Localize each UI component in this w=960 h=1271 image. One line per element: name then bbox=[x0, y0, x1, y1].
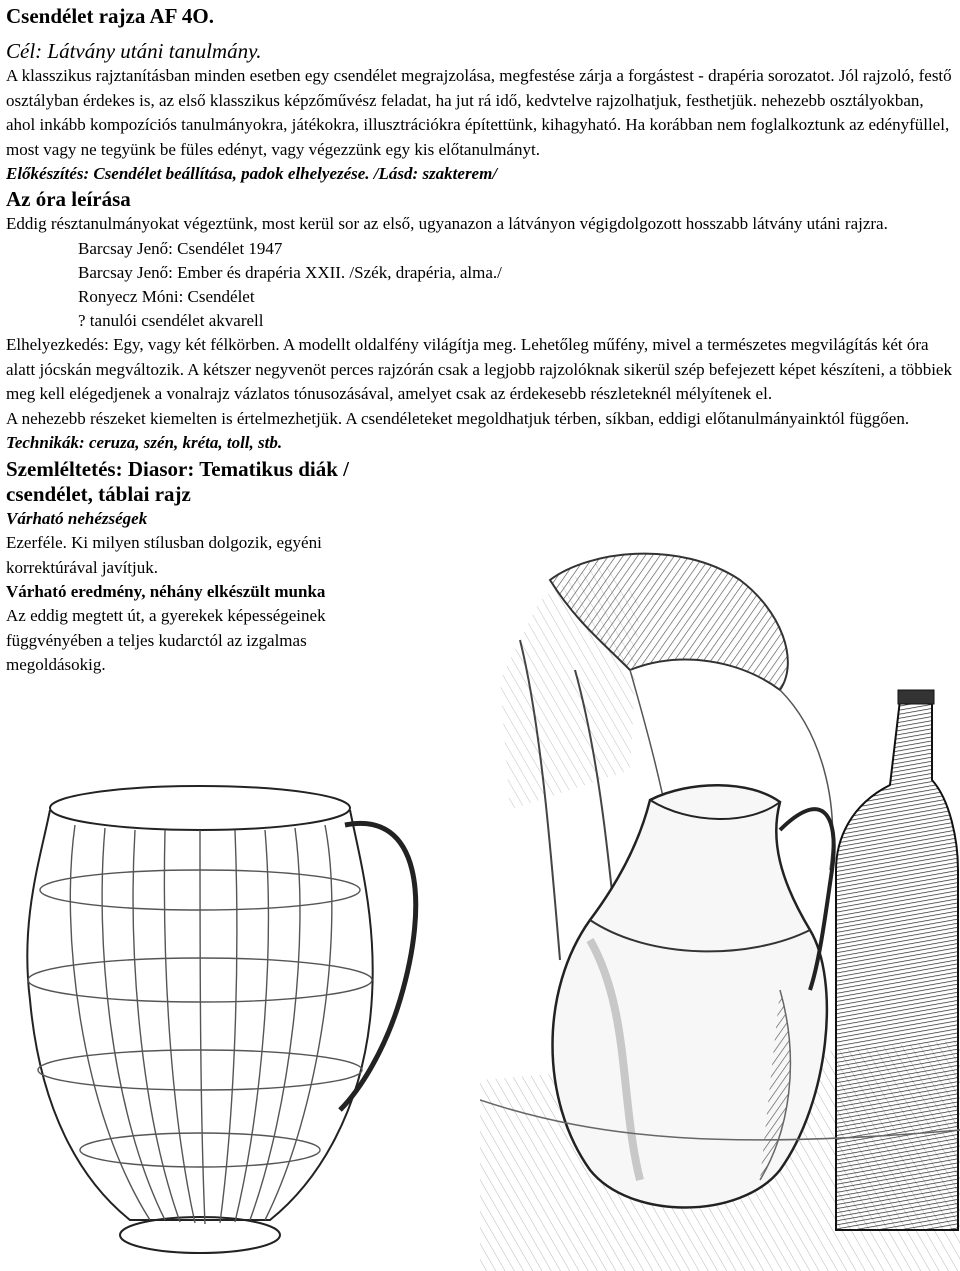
still-life-drawing bbox=[480, 540, 960, 1271]
reference-item: Barcsay Jenő: Ember és drapéria XXII. /Szék, drapéria, alma./ bbox=[78, 262, 502, 282]
illustration-heading: Szemléltetés: Diasor: Tematikus diák / csendélet, táblai rajz bbox=[6, 457, 349, 507]
preparation-line: Előkészítés: Csendélet beállítása, padok elhelyezése. /Lásd: szakterem/ bbox=[6, 164, 498, 184]
goal-line: Cél: Látvány utáni tanulmány. bbox=[6, 39, 262, 63]
pitcher-drawing bbox=[0, 780, 440, 1271]
results-paragraph: Az eddig megtett út, a gyerekek képességeinek függvényében a teljes kudarctól az izgalmas megoldásokig. bbox=[6, 606, 326, 675]
lesson-heading: Az óra leírása bbox=[6, 187, 131, 212]
intro-paragraph: A klasszikus rajztanításban minden esetben egy csendélet megrajzolása, megfestése zárja a forgástest - drapéria sorozatot. Jól rajzoló, festő osztályban érdekes is, az első klasszikus képzőművész feladat, ha jut rá idő, kedvtelve rajzolhatjuk, festhetjük. nehezebb osztályokban, ahol inkább kompozíciós tanulmányokra, játékokra, illusztrációkra építettünk, kihagyható. Ha korábban nem foglalkoztunk az edényfüllel, most vagy ne tegyünk be füles edényt, vagy végezzünk egy kis előtanulmányt. bbox=[6, 66, 952, 159]
arrangement-paragraph: Elhelyezkedés: Egy, vagy két félkörben. A modellt oldalfény világítja meg. Lehetőleg műfény, mivel a természetes megvilágítás két óra alatt jócskán megváltozik. A kétszer negyvenöt perces rajzórán csak a legjobb rajzolóknak sikerül szép befejezett képet készíteni, a többiek meg kell elégedjenek a vonalrajz vázlatos tónusozásával, amelyet csak az érdekesebb részleteknél mélyítenek el. bbox=[6, 334, 952, 404]
reference-item: ? tanulói csendélet akvarell bbox=[78, 310, 264, 330]
document-title: Csendélet rajza AF 4O. bbox=[6, 4, 215, 28]
techniques-line: Technikák: ceruza, szén, kréta, toll, stb. bbox=[6, 433, 283, 453]
difficulties-paragraph: Ezerféle. Ki milyen stílusban dolgozik, egyéni korrektúrával javítjuk. bbox=[6, 533, 322, 577]
difficulties-heading: Várható nehézségek bbox=[6, 509, 148, 529]
lesson-paragraph: Eddig résztanulmányokat végeztünk, most kerül sor az első, ugyanazon a látványon végigdolgozott hosszabb látvány utáni rajzra. bbox=[6, 214, 888, 234]
left-column bbox=[6, 507, 406, 678]
reference-item: Barcsay Jenő: Csendélet 1947 bbox=[78, 238, 283, 258]
harder-paragraph: A nehezebb részeket kiemelten is értelmezhetjük. A csendéleteket megoldhatjuk térben, síkban, eddigi előtanulmányainktól függően. bbox=[6, 408, 910, 428]
reference-item: Ronyecz Móni: Csendélet bbox=[78, 286, 255, 306]
results-heading: Várható eredmény, néhány elkészült munka bbox=[6, 582, 326, 602]
